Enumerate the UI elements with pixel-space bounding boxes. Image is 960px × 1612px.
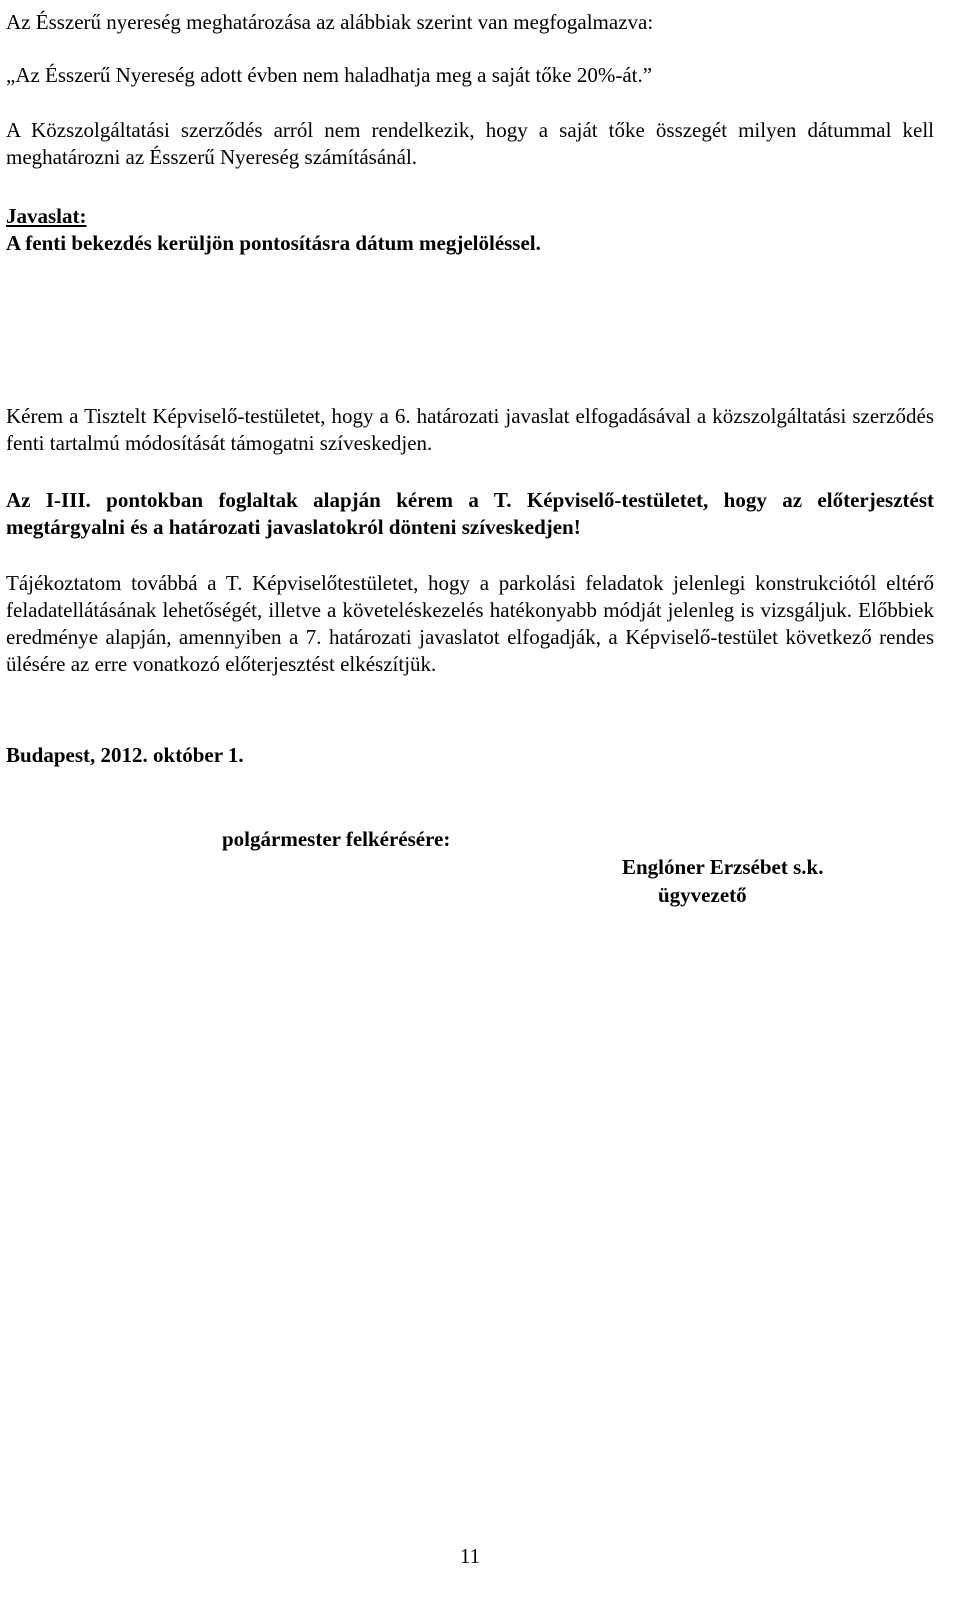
document-page: [6, 0, 934, 1612]
points-paragraph: Az I-III. pontokban foglaltak alapján kérem a T. Képviselő-testületet, hogy az előterjesztést megtárgyalni és a határozati javaslatokról dönteni szíveskedjen!: [6, 488, 934, 539]
info-paragraph: Tájékoztatom továbbá a T. Képviselőtestületet, hogy a parkolási feladatok jelenlegi konstrukciótól eltérő feladatellátásának lehetőségét, illetve a követeléskezelés hatékonyabb módját jelenleg is vizsgáljuk. Előbbiek eredménye alapján, amennyiben a 7. határozati javaslatot elfogadják, a Képviselő-testület következő rendes ülésére az erre vonatkozó előterjesztést elkészítjük.: [6, 571, 934, 676]
mayor-request: polgármester felkérésére:: [222, 827, 451, 851]
proposal-heading: Javaslat:: [6, 204, 87, 228]
contract-paragraph: A Közszolgáltatási szerződés arról nem rendelkezik, hogy a saját tőke összegét milyen dátummal kell meghatározni az Ésszerű Nyereség számításánál.: [6, 118, 934, 169]
signer-name: Englóner Erzsébet s.k.: [622, 855, 824, 879]
signer-title: ügyvezető: [658, 883, 747, 907]
proposal-text: A fenti bekezdés kerüljön pontosításra dátum megjelöléssel.: [6, 231, 541, 255]
quote-line: „Az Ésszerű Nyereség adott évben nem haladhatja meg a saját tőke 20%-át.”: [6, 63, 653, 87]
date-line: Budapest, 2012. október 1.: [6, 743, 244, 767]
intro-line: Az Ésszerű nyereség meghatározása az alábbiak szerint van megfogalmazva:: [6, 10, 654, 34]
page-number: 11: [459, 1544, 481, 1568]
request-paragraph: Kérem a Tisztelt Képviselő-testületet, hogy a 6. határozati javaslat elfogadásával a közszolgáltatási szerződés fenti tartalmú módosítását támogatni szíveskedjen.: [6, 404, 934, 455]
